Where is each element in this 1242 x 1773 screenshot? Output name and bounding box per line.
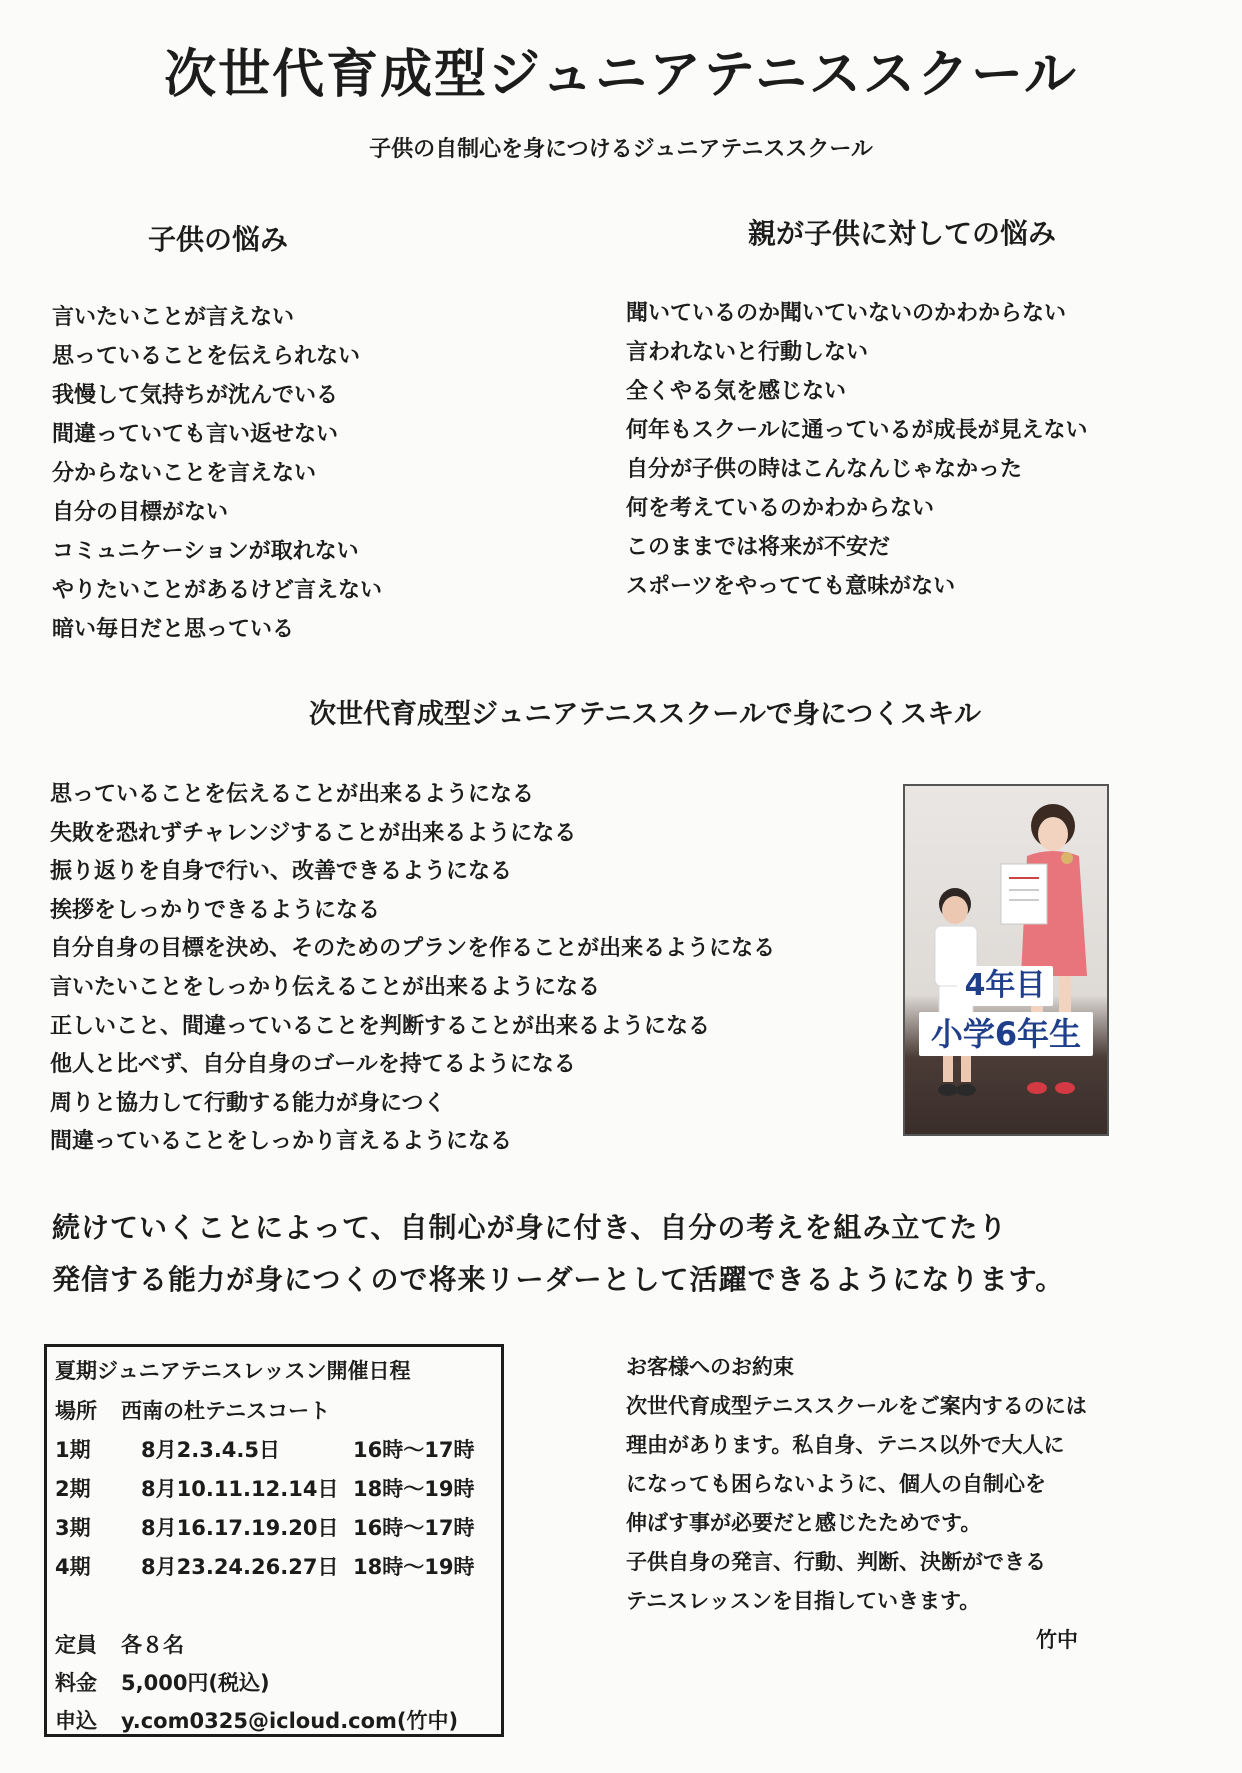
session-term: 4期	[55, 1555, 91, 1579]
list-item: 言いたいことが言えない	[52, 305, 295, 330]
promise-line: になっても困らないように、個人の自制心を	[626, 1472, 1046, 1496]
schedule-title: 夏期ジュニアテニスレッスン開催日程	[55, 1359, 411, 1383]
list-item: 他人と比べず、自分自身のゴールを持てるようになる	[50, 1052, 576, 1078]
children-illustration	[905, 786, 1107, 1134]
closing-line-2: 発信する能力が身につくので将来リーダーとして活躍できるようになります。	[52, 1263, 1065, 1296]
list-item: このままでは将来が不安だ	[626, 535, 891, 560]
closing-line-1: 続けていくことによって、自制心が身に付き、自分の考えを組み立てたり	[52, 1211, 1008, 1244]
list-item: 失敗を恐れずチャレンジすることが出来るようになる	[50, 820, 577, 846]
signature: 竹中	[1036, 1628, 1078, 1652]
session-dates: 8月23.24.26.27日	[141, 1555, 339, 1579]
promise-section	[626, 1348, 1087, 1621]
fee-label: 料金	[55, 1671, 97, 1695]
list-item: 自分が子供の時はこんなんじゃなかった	[626, 457, 1023, 482]
list-item: 思っていることを伝えることが出来るようになる	[50, 782, 535, 807]
session-time: 16時～17時	[353, 1438, 475, 1462]
list-item: 挨拶をしっかりできるようになる	[50, 897, 381, 923]
promise-heading: お客様へのお約束	[626, 1355, 794, 1379]
list-item: 全くやる気を感じない	[626, 379, 847, 404]
list-item: 正しいこと、間違っていることを判断することが出来るようになる	[50, 1013, 711, 1039]
session-term: 1期	[55, 1438, 91, 1462]
session-time: 16時～17時	[353, 1516, 475, 1540]
fee-value: 5,000円(税込)	[121, 1671, 270, 1695]
list-item: 言われないと行動しない	[626, 340, 869, 365]
list-item: 周りと協力して行動する能力が身につく	[50, 1090, 446, 1116]
capacity-value: 各８名	[121, 1633, 184, 1657]
list-item: 間違っていても言い返せない	[52, 422, 339, 447]
promise-line: テニスレッスンを目指していきます。	[626, 1589, 981, 1613]
list-item: コミュニケーションが取れない	[52, 539, 359, 564]
promise-line: 子供自身の発言、行動、判断、決断ができる	[626, 1550, 1046, 1574]
list-item: 振り返りを自身で行い、改善できるようになる	[50, 859, 513, 885]
session-term: 3期	[55, 1516, 91, 1540]
session-dates: 8月10.11.12.14日	[141, 1477, 339, 1501]
promise-line: 伸ばす事が必要だと感じたためです。	[626, 1511, 982, 1535]
child-worries-heading: 子供の悩み	[148, 223, 289, 256]
list-item: やりたいことがあるけど言えない	[52, 578, 383, 603]
session-time: 18時～19時	[353, 1477, 475, 1501]
years-badge: 4年目	[957, 966, 1053, 1006]
place-value: 西南の杜テニスコート	[121, 1399, 331, 1423]
child-worries-list	[52, 298, 382, 649]
parent-worries-heading: 親が子供に対しての悩み	[748, 217, 1057, 250]
skills-heading: 次世代育成型ジュニアテニススクールで身につくスキル	[308, 699, 982, 730]
list-item: 暗い毎日だと思っている	[52, 617, 295, 642]
list-item: 何年もスクールに通っているが成長が見えない	[626, 418, 1088, 443]
list-item: 言いたいことをしっかり伝えることが出来るようになる	[50, 974, 601, 1000]
list-item: 自分の目標がない	[52, 500, 229, 525]
list-item: 自分自身の目標を決め、そのためのプランを作ることが出来るようになる	[50, 936, 776, 962]
closing-statement	[52, 1202, 1064, 1306]
page-title: 次世代育成型ジュニアテニススクール	[164, 45, 1078, 105]
promise-line: 理由があります。私自身、テニス以外で大人に	[626, 1433, 1065, 1457]
list-item: 間違っていることをしっかり言えるようになる	[50, 1129, 513, 1155]
list-item: 我慢して気持ちが沈んでいる	[52, 383, 339, 408]
session-time: 18時～19時	[353, 1555, 475, 1579]
list-item: 分からないことを言えない	[52, 461, 317, 486]
list-item: スポーツをやってても意味がない	[626, 574, 956, 599]
grade-badge: 小学6年生	[919, 1012, 1093, 1056]
apply-label: 申込	[55, 1709, 97, 1733]
student-photo	[903, 784, 1109, 1136]
place-label: 場所	[55, 1399, 97, 1423]
apply-email: y.com0325@icloud.com(竹中)	[121, 1709, 459, 1733]
list-item: 聞いているのか聞いていないのかわからない	[626, 301, 1067, 326]
list-item: 何を考えているのかわからない	[626, 496, 935, 521]
session-dates: 8月2.3.4.5日	[141, 1438, 280, 1462]
list-item: 思っていることを伝えられない	[52, 344, 361, 369]
promise-line: 次世代育成型テニススクールをご案内するのには	[626, 1394, 1087, 1418]
page-subtitle: 子供の自制心を身につけるジュニアテニススクール	[369, 137, 873, 162]
session-term: 2期	[55, 1477, 91, 1501]
session-dates: 8月16.17.19.20日	[141, 1516, 339, 1540]
schedule-box	[44, 1344, 504, 1737]
parent-worries-list	[626, 294, 1088, 606]
skills-list	[50, 776, 775, 1162]
capacity-label: 定員	[55, 1633, 97, 1657]
